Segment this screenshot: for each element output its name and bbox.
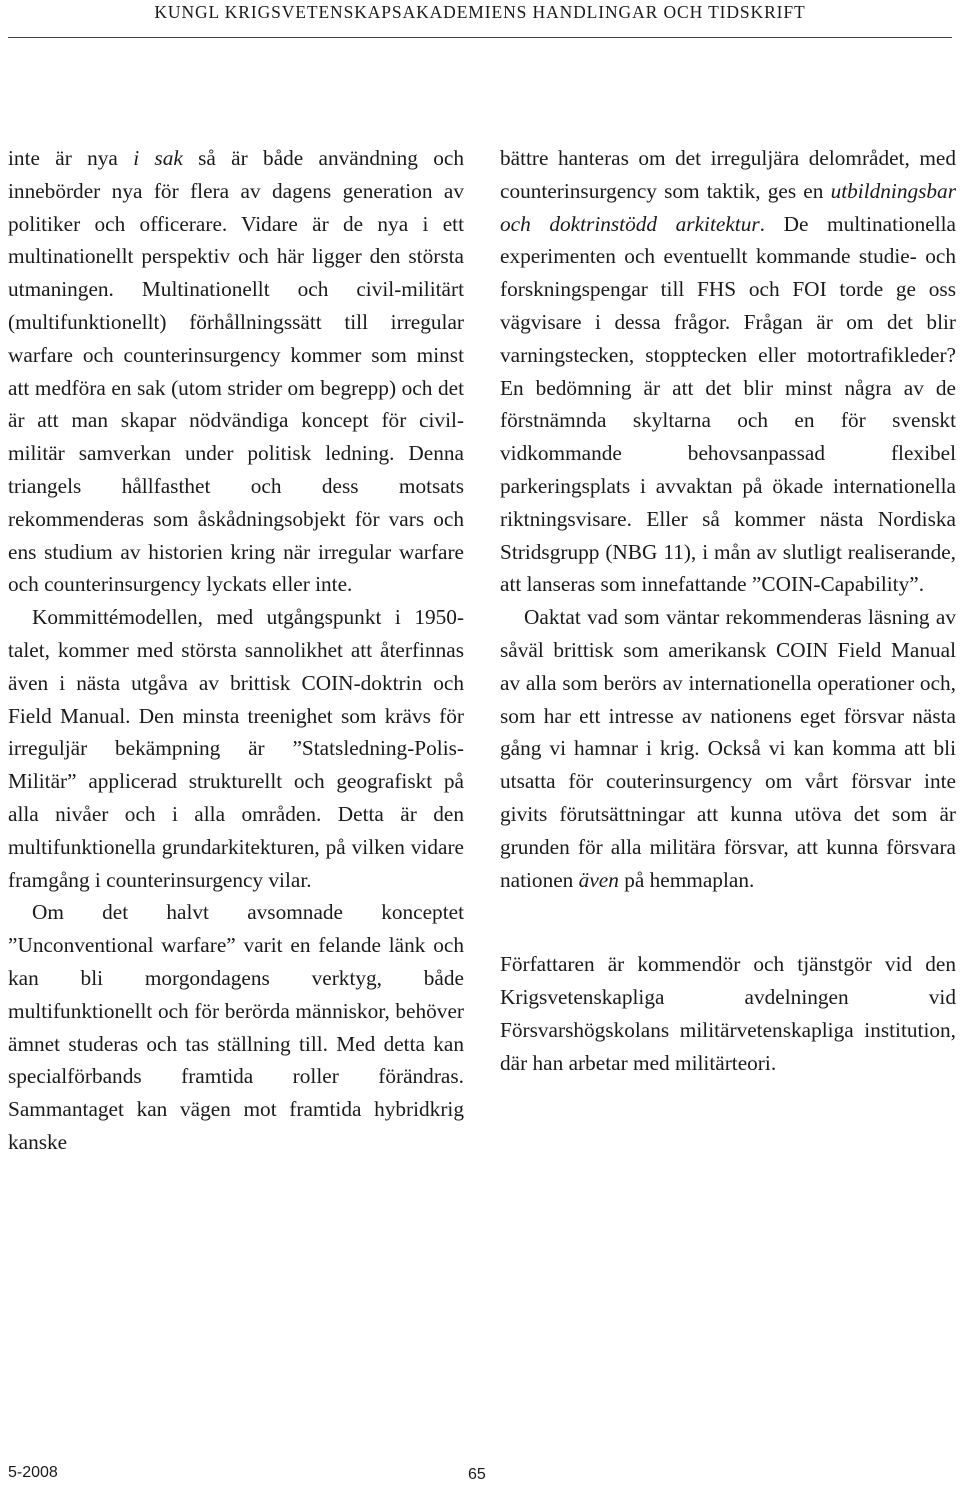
right-paragraph-1-rest: . De multinationella experimenten och eventuellt kommande studie- och forskningspengar till FHS och FOI torde ge oss vägvisare i dessa frågor. Frågan är om det blir varningstecken, stopptecken eller motortrafikleder? En bedömning är att det blir minst några av de förstnämnda skyltarna och en för svenskt vidkommande behovsanpassad flexibel parkeringsplats i avvaktan på ökade internationella riktningsvisare. Eller så kommer nästa Nordiska Stridsgrupp (NBG 11), i mån av slutligt realiserande, att lanseras som innefattande ”COIN-Capability”.: [500, 211, 956, 597]
right-column: [500, 142, 956, 1080]
header-divider: [8, 37, 952, 38]
left-paragraph-1-rest: så är både användning och innebörder nya för flera av dagens generation av politiker och officerare. Vidare är de nya i ett multinationellt perspektiv och här ligger den största utmaningen. Multinationellt och civil-militärt (multifunktionellt) förhållningssätt till irregular warfare och counterinsurgency kommer som minst att medföra en sak (utom strider om begrepp) och det är att man skapar nödvändiga koncept för civil-militär samverkan under politisk ledning. Denna triangels hållfasthet och dess motsats rekommenderas som åskådningsobjekt för vars och ens studium av historien kring när irregular warfare och counterinsurgency lyckats eller inte.: [8, 146, 464, 597]
left-column: [8, 142, 464, 1159]
right-paragraph-1-emphasis: utbildningsbar och doktrinstödd arkitektur: [500, 178, 956, 236]
author-note: Författaren är kommendör och tjänstgör vid den Krigsvetenskapliga avdelningen vid Försvarshögskolans militärvetenskapliga institution, där han arbetar med militärteori.: [500, 952, 956, 1075]
right-paragraph-1: [500, 142, 956, 601]
right-paragraph-2: [500, 601, 956, 896]
right-paragraph-2-rest: på hemmaplan.: [618, 867, 755, 892]
running-header: KUNGL KRIGSVETENSKAPSAKADEMIENS HANDLINGAR OCH TIDSKRIFT: [154, 2, 806, 22]
left-paragraph-2: Kommittémodellen, med utgångspunkt i 1950-talet, kommer med största sannolikhet att återfinnas även i nästa utgåva av brittisk COIN-doktrin och Field Manual. Den minsta treenighet som krävs för irreguljär bekämpning är ”Statsledning-Polis-Militär” applicerad strukturellt och geografiskt på alla nivåer och i alla områden. Detta är den multifunktionella grundarkitekturen, på vilken vidare framgång i counterinsurgency vilar.: [8, 605, 464, 892]
left-paragraph-1-start: inte är nya: [8, 146, 134, 170]
right-paragraph-2-emphasis: även: [578, 867, 619, 892]
right-paragraph-2-start: Oaktat vad som väntar rekommenderas läsning av såväl brittisk som amerikansk COIN Field Manual av alla som berörs av internationella operationer och, som har ett intresse av nationens eget försvar nästa gång vi hamnar i krig. Också vi kan komma att bli utsatta för couterinsurgency om vårt försvar inte givits förutsättningar att kunna utöva det som är grunden för alla militära försvar, att kunna försvara nationen: [500, 605, 956, 892]
right-paragraph-1-start: bättre hanteras om det irreguljära delområdet, med counterinsurgency som taktik, ges en: [500, 146, 956, 203]
left-paragraph-3: Om det halvt avsomnade konceptet ”Unconventional warfare” varit en felande länk och kan bli morgondagens verktyg, både multifunktionellt och för berörda människor, behöver ämnet studeras och tas ställning till. Med detta kan specialförbands framtida roller förändras. Sammantaget kan vägen mot framtida hybridkrig kanske: [8, 900, 464, 1154]
page-number: 65: [468, 1466, 486, 1483]
left-paragraph-1: [8, 142, 464, 601]
issue-number: 5-2008: [8, 1464, 58, 1481]
left-paragraph-1-emphasis: i sak: [133, 146, 183, 170]
